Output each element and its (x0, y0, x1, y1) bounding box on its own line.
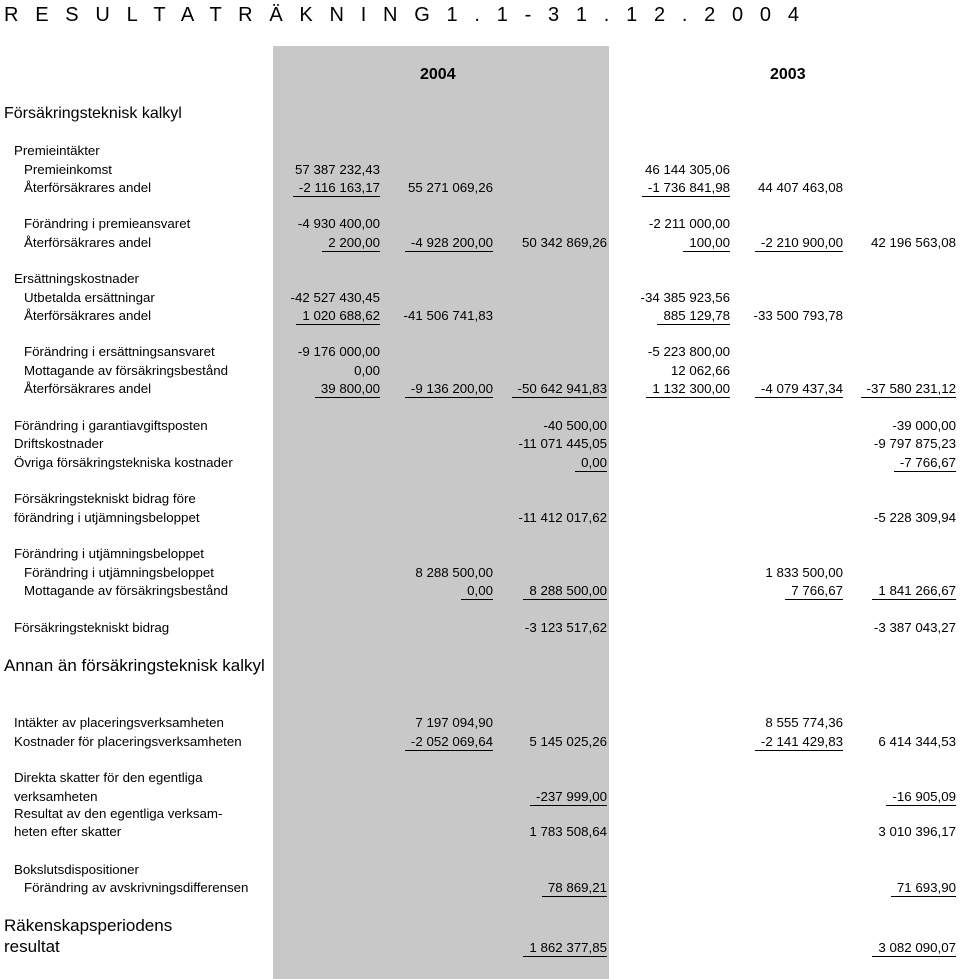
year-header-2003: 2003 (770, 66, 806, 83)
amount-cell-c6: 1 841 266,67 (872, 583, 956, 600)
amount-cell-c1: 0,00 (354, 363, 380, 378)
section-title-non-technical: Annan än försäkringsteknisk kalkyl (4, 656, 265, 675)
row-label: Premieintäkter (14, 143, 100, 158)
amount-cell-c3: -40 500,00 (543, 418, 607, 433)
row-label: Resultat av den egentliga verksam- (14, 806, 223, 821)
row-label: Intäkter av placeringsverksamheten (14, 715, 224, 730)
section-title-result: Räkenskapsperiodens resultat (4, 916, 173, 956)
amount-cell-c5: -4 079 437,34 (755, 381, 843, 398)
row-label: verksamheten (14, 789, 98, 804)
amount-cell-c5: -2 210 900,00 (755, 235, 843, 252)
amount-cell-c3: 8 288 500,00 (523, 583, 607, 600)
row-label: Direkta skatter för den egentliga (14, 770, 203, 785)
amount-cell-c6: -5 228 309,94 (873, 510, 956, 525)
amount-cell-c1: -9 176 000,00 (297, 344, 380, 359)
amount-cell-c3: 1 783 508,64 (529, 824, 607, 839)
row-label: Bokslutsdispositioner (14, 862, 139, 877)
amount-cell-c6: 42 196 563,08 (870, 235, 956, 250)
amount-cell-c1: -42 527 430,45 (290, 290, 380, 305)
amount-cell-c2: 55 271 069,26 (407, 180, 493, 195)
amount-cell-c4: 12 062,66 (670, 363, 730, 378)
row-label: Mottagande av försäkringsbestånd (24, 363, 229, 378)
amount-cell-c2: 0,00 (461, 583, 493, 600)
row-label: Utbetalda ersättningar (24, 290, 155, 305)
amount-cell-c4: 100,00 (683, 235, 730, 252)
amount-cell-c6: 71 693,90 (891, 880, 956, 897)
amount-cell-c6: -9 797 875,23 (873, 436, 956, 451)
amount-cell-c5: 1 833 500,00 (765, 565, 843, 580)
amount-cell-c1: 2 200,00 (322, 235, 380, 252)
row-label: Förändring av avskrivningsdifferensen (24, 880, 249, 895)
page-title: R E S U L T A T R Ä K N I N G 1 . 1 - 3 1 . 1 2 . 2 0 0 4 (4, 4, 805, 26)
row-label: Mottagande av försäkringsbestånd (24, 583, 229, 598)
amount-cell-c2: -4 928 200,00 (405, 235, 493, 252)
row-label: Förändring i utjämningsbeloppet (24, 565, 214, 580)
row-label: heten efter skatter (14, 824, 122, 839)
row-label: Förändring i premieansvaret (24, 216, 191, 231)
amount-cell-c4: -5 223 800,00 (647, 344, 730, 359)
amount-cell-c2: -41 506 741,83 (403, 308, 493, 323)
amount-cell-c6: 6 414 344,53 (878, 734, 956, 749)
row-label: Förändring i garantiavgiftsposten (14, 418, 208, 433)
amount-cell-c4: -34 385 923,56 (640, 290, 730, 305)
amount-cell-c2: 8 288 500,00 (415, 565, 493, 580)
amount-cell-c3: -50 642 941,83 (512, 381, 607, 398)
amount-cell-c3: 5 145 025,26 (529, 734, 607, 749)
amount-cell-c4: 46 144 305,06 (644, 162, 730, 177)
amount-cell-c1: 1 020 688,62 (296, 308, 380, 325)
row-label: Försäkringstekniskt bidrag (14, 620, 170, 635)
row-label: Återförsäkrares andel (24, 381, 152, 396)
amount-cell-c3: 1 862 377,85 (523, 940, 607, 957)
row-label: Ersättningskostnader (14, 271, 139, 286)
amount-cell-c4: -2 211 000,00 (648, 216, 730, 231)
amount-cell-c6: -39 000,00 (892, 418, 956, 433)
amount-cell-c1: -4 930 400,00 (297, 216, 380, 231)
amount-cell-c3: -11 412 017,62 (518, 510, 607, 525)
amount-cell-c4: -1 736 841,98 (642, 180, 730, 197)
amount-cell-c4: 1 132 300,00 (646, 381, 730, 398)
amount-cell-c6: 3 010 396,17 (878, 824, 956, 839)
amount-cell-c6: -16 905,09 (886, 789, 956, 806)
amount-cell-c3: 78 869,21 (542, 880, 607, 897)
amount-cell-c3: -237 999,00 (530, 789, 607, 806)
section-title-technical: Försäkringsteknisk kalkyl (4, 105, 182, 122)
row-label: Återförsäkrares andel (24, 308, 152, 323)
amount-cell-c3: 50 342 869,26 (521, 235, 607, 250)
amount-cell-c6: -7 766,67 (894, 455, 956, 472)
row-label: Kostnader för placeringsverksamheten (14, 734, 242, 749)
amount-cell-c5: -2 141 429,83 (755, 734, 843, 751)
amount-cell-c5: -33 500 793,78 (753, 308, 843, 323)
amount-cell-c3: 0,00 (575, 455, 607, 472)
row-label: Premieinkomst (24, 162, 112, 177)
row-label: Återförsäkrares andel (24, 235, 152, 250)
row-label: Återförsäkrares andel (24, 180, 152, 195)
amount-cell-c3: -3 123 517,62 (524, 620, 607, 635)
amount-cell-c3: -11 071 445,05 (518, 436, 607, 451)
row-label: Förändring i utjämningsbeloppet (14, 546, 204, 561)
amount-cell-c5: 7 766,67 (785, 583, 843, 600)
row-label: Försäkringstekniskt bidrag före (14, 491, 196, 506)
amount-cell-c6: 3 082 090,07 (872, 940, 956, 957)
row-label: Driftskostnader (14, 436, 104, 451)
amount-cell-c5: 8 555 774,36 (765, 715, 843, 730)
year-header-2004: 2004 (420, 66, 456, 83)
amount-cell-c1: -2 116 163,17 (293, 180, 380, 197)
amount-cell-c1: 57 387 232,43 (294, 162, 380, 177)
amount-cell-c2: -2 052 069,64 (405, 734, 493, 751)
row-label: Förändring i ersättningsansvaret (24, 344, 215, 359)
amount-cell-c1: 39 800,00 (315, 381, 380, 398)
amount-cell-c6: -37 580 231,12 (861, 381, 956, 398)
amount-cell-c2: -9 136 200,00 (405, 381, 493, 398)
row-label: Övriga försäkringstekniska kostnader (14, 455, 233, 470)
amount-cell-c5: 44 407 463,08 (757, 180, 843, 195)
amount-cell-c4: 885 129,78 (657, 308, 730, 325)
amount-cell-c2: 7 197 094,90 (415, 715, 493, 730)
row-label: förändring i utjämningsbeloppet (14, 510, 200, 525)
amount-cell-c6: -3 387 043,27 (873, 620, 956, 635)
